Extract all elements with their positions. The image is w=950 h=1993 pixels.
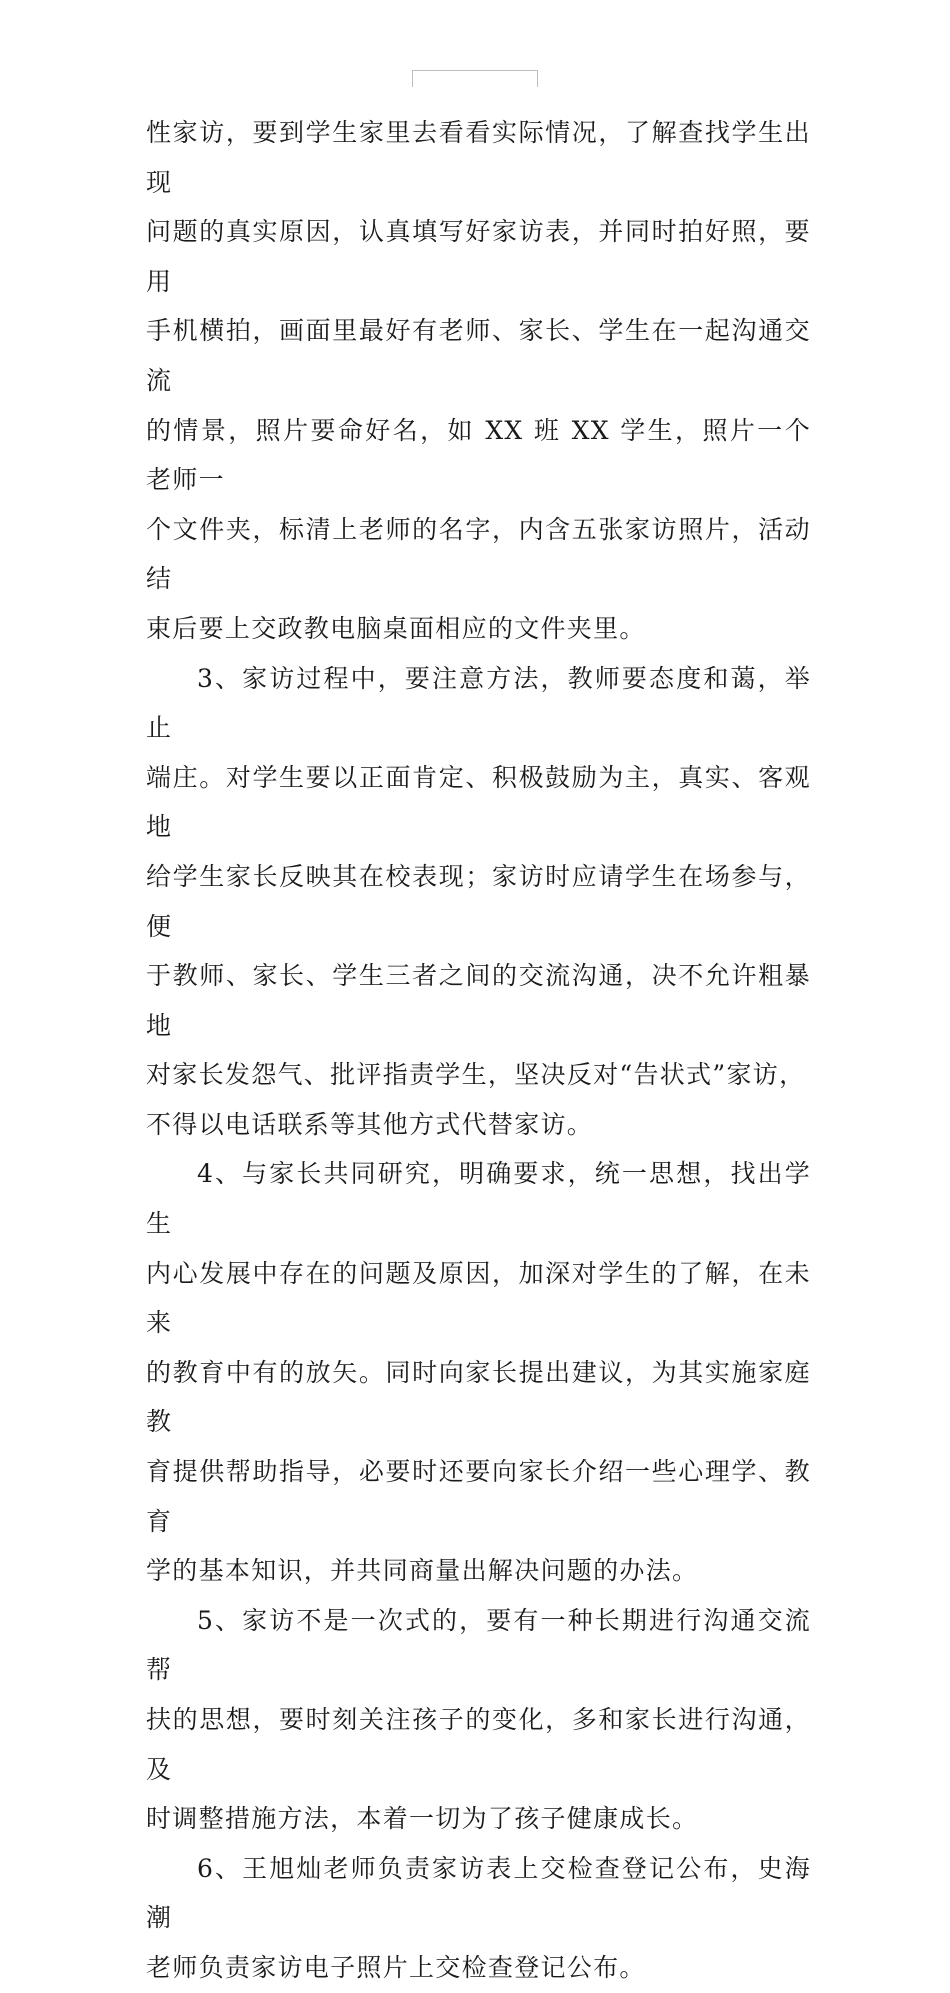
- paragraph-line: 5、家访不是一次式的，要有一种长期进行沟通交流帮: [146, 1605, 811, 1685]
- paragraph-item-5: [146, 1596, 811, 1844]
- paragraph-line: 内心发展中存在的问题及原因，加深对学生的了解，在未来: [146, 1258, 811, 1338]
- document-body: [146, 108, 811, 1993]
- paragraph-line: 于教师、家长、学生三者之间的交流沟通，决不允许粗暴地: [146, 961, 811, 1040]
- paragraph-line: 的情景，照片要命好名，如 XX 班 XX 学生，照片一个老师一: [146, 415, 811, 495]
- paragraph-line: 个文件夹，标清上老师的名字，内含五张家访照片，活动结: [146, 514, 811, 594]
- paragraph-line: 的教育中有的放矢。同时向家长提出建议，为其实施家庭教: [146, 1357, 811, 1437]
- paragraph-continued-home-visit-requirements: [146, 108, 811, 654]
- paragraph-line: 时调整措施方法，本着一切为了孩子健康成长。: [146, 1804, 699, 1834]
- page-header-mark: [412, 70, 538, 87]
- paragraph-line: 育提供帮助指导，必要时还要向家长介绍一些心理学、教育: [146, 1457, 811, 1536]
- paragraph-line: 6、王旭灿老师负责家访表上交检查登记公布，史海潮: [146, 1853, 811, 1933]
- paragraph-line: 给学生家长反映其在校表现；家访时应请学生在场参与，便: [146, 861, 811, 941]
- paragraph-line: 老师负责家访电子照片上交检查登记公布。: [146, 1952, 646, 1982]
- paragraph-line: 手机横拍，画面里最好有老师、家长、学生在一起沟通交流: [146, 316, 811, 395]
- paragraph-line: 对家长发怨气、批评指责学生，坚决反对“告状式”家访，: [146, 1060, 806, 1090]
- paragraph-line: 不得以电话联系等其他方式代替家访。: [146, 1109, 594, 1139]
- paragraph-line: 端庄。对学生要以正面肯定、积极鼓励为主，真实、客观地: [146, 762, 811, 842]
- paragraph-line: 性家访，要到学生家里去看看实际情况，了解查找学生出现: [146, 118, 811, 197]
- paragraph-item-3: [146, 654, 811, 1150]
- paragraph-line: 束后要上交政教电脑桌面相应的文件夹里。: [146, 613, 646, 643]
- paragraph-item-6: [146, 1844, 811, 1993]
- paragraph-line: 扶的思想，要时刻关注孩子的变化，多和家长进行沟通，及: [146, 1705, 811, 1784]
- paragraph-line: 4、与家长共同研究，明确要求，统一思想，找出学生: [146, 1159, 811, 1239]
- paragraph-line: 3、家访过程中，要注意方法，教师要态度和蔼，举止: [146, 663, 811, 743]
- paragraph-item-4: [146, 1149, 811, 1595]
- paragraph-line: 学的基本知识，并共同商量出解决问题的办法。: [146, 1556, 699, 1586]
- paragraph-line: 问题的真实原因，认真填写好家访表，并同时拍好照，要用: [146, 217, 811, 296]
